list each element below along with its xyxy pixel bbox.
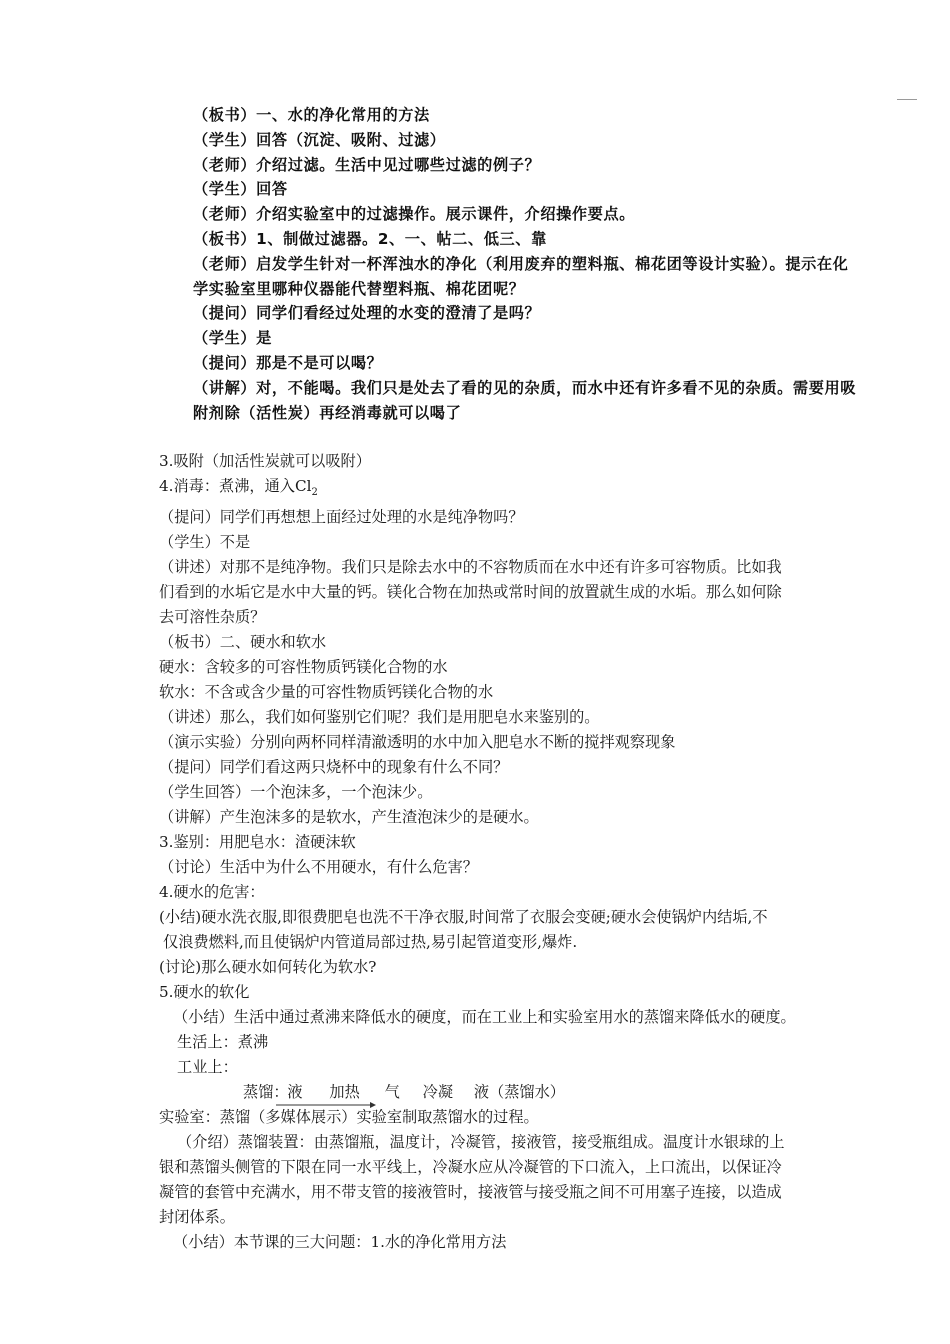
- final-summary-line: （小结）本节课的三大问题：1.水的净化常用方法: [173, 1233, 507, 1252]
- intro-line: 封闭体系。: [159, 1208, 235, 1227]
- paragraph-line: （讲解）产生泡沫多的是软水，产生渣泡沫少的是硬水。: [159, 808, 539, 827]
- paragraph-line: （提问）同学们再想想上面经过处理的水是纯净物吗？: [159, 508, 524, 527]
- scan-line: （板书）一、水的净化常用的方法: [193, 106, 430, 124]
- scan-line: 学实验室里哪种仪器能代替塑料瓶、棉花团呢？: [193, 279, 525, 298]
- paragraph-line: 硬水：含较多的可容性物质钙镁化合物的水: [159, 658, 448, 677]
- scan-line: （老师）启发学生针对一杯浑浊水的净化（利用废弃的塑料瓶、棉花团等设计实验）。提示在化: [193, 254, 849, 273]
- paragraph-line: （学生）不是: [159, 533, 251, 552]
- scan-line: （提问）那是不是可以喝？: [193, 353, 383, 372]
- paragraph-line: 去可溶性杂质？: [159, 608, 266, 627]
- distill-heat: 加热: [329, 1083, 360, 1102]
- paragraph-line: （提问）同学们看这两只烧杯中的现象有什么不同？: [159, 758, 509, 777]
- disinfect-line: [159, 474, 879, 505]
- paragraph-line: （学生回答）一个泡沫多，一个泡沫少。: [159, 783, 433, 802]
- scan-line: （板书）1、制做过滤器。2、一、帖二、低三、靠: [193, 229, 547, 248]
- arrow-icon: [276, 1101, 376, 1109]
- summary-hard-line: (小结)硬水洗衣服,即很费肥皂也洗不干净衣服,时间常了衣服会变硬;硬水会使锅炉内结垢,不: [159, 908, 768, 927]
- intro-line: 凝管的套管中充满水，用不带支管的接液管时，接液管与接受瓶之间不可用塞子连接，以造成: [159, 1183, 782, 1202]
- scan-line: （老师）介绍实验室中的过滤操作。展示课件，介绍操作要点。: [193, 205, 636, 224]
- distill-gas: 气: [384, 1083, 400, 1102]
- soften-heading: 5.硬水的软化: [159, 983, 250, 1002]
- chlorine-subscript: 2: [311, 487, 318, 499]
- scan-line: （学生）回答（沉淀、吸附、过滤）: [193, 130, 446, 149]
- distillation-scheme: [159, 1080, 879, 1105]
- adsorb-line: 3.吸附（加活性炭就可以吸附）: [159, 452, 371, 470]
- paragraph-line: 们看到的水垢它是水中大量的钙。镁化合物在加热或常时间的放置就生成的水垢。那么如何除: [159, 583, 782, 602]
- scan-line: 附剂除（活性炭）再经消毒就可以喝了: [193, 403, 462, 422]
- industry-line: 工业上：: [177, 1058, 238, 1077]
- paragraph-line: 3.鉴别：用肥皂水：渣硬沫软: [159, 833, 356, 852]
- intro-line: （介绍）蒸馏装置：由蒸馏瓶，温度计，冷凝管，接液管，接受瓶组成。温度计水银球的上: [177, 1133, 785, 1152]
- scan-line: （学生）回答: [193, 180, 288, 199]
- paragraph-line: （讲述）那么，我们如何鉴别它们呢？我们是用肥皂水来鉴别的。: [159, 708, 600, 727]
- discuss-line: (讨论)那么硬水如何转化为软水?: [159, 958, 377, 977]
- disinfect-text: 4.消毒：煮沸，通入Cl: [159, 477, 312, 495]
- scan-line: （提问）同学们看经过处理的水变的澄清了是吗？: [193, 304, 541, 323]
- paragraph-line: （讲述）对那不是纯净物。我们只是除去水中的不容物质而在水中还有许多可容物质。比如我: [159, 558, 782, 577]
- distill-label: 蒸馏：: [243, 1083, 289, 1102]
- scanned-excerpt: [193, 103, 908, 425]
- distill-liquid: 液: [287, 1083, 303, 1102]
- scan-line: （讲解）对，不能喝。我们只是处去了看的见的杂质，而水中还有许多看不见的杂质。需要用吸: [193, 378, 857, 397]
- intro-line: 银和蒸馏头侧管的下限在同一水平线上，冷凝水应从冷凝管的下口流入，上口流出，以保证冷: [159, 1158, 782, 1177]
- life-line: 生活上：煮沸: [177, 1033, 269, 1052]
- paragraph-line: （讨论）生活中为什么不用硬水，有什么危害？: [159, 858, 478, 877]
- scan-line: （学生）是: [193, 329, 272, 348]
- scan-line: （老师）介绍过滤。生活中见过哪些过滤的例子？: [193, 155, 541, 174]
- paragraph-line: 软水：不含或含少量的可容性物质钙镁化合物的水: [159, 683, 494, 702]
- lab-line: 实验室：蒸馏（多媒体展示）实验室制取蒸馏水的过程。: [159, 1108, 539, 1127]
- summary-soft-line: （小结）生活中通过煮沸来降低水的硬度，而在工业上和实验室用水的蒸馏来降低水的硬度。: [173, 1008, 796, 1027]
- paragraph-line: （演示实验）分别向两杯同样清澈透明的水中加入肥皂水不断的搅拌观察现象: [159, 733, 676, 752]
- document-body: [159, 449, 879, 1255]
- distill-condense: 冷凝: [422, 1083, 453, 1102]
- summary-hard-line: 仅浪费燃料,而且使锅炉内管道局部过热,易引起管道变形,爆炸.: [163, 933, 578, 952]
- corner-mark: [897, 99, 917, 100]
- section-heading: （板书）二、硬水和软水: [159, 633, 327, 652]
- paragraph-line: 4.硬水的危害：: [159, 883, 265, 902]
- distill-product: 液（蒸馏水）: [473, 1083, 565, 1102]
